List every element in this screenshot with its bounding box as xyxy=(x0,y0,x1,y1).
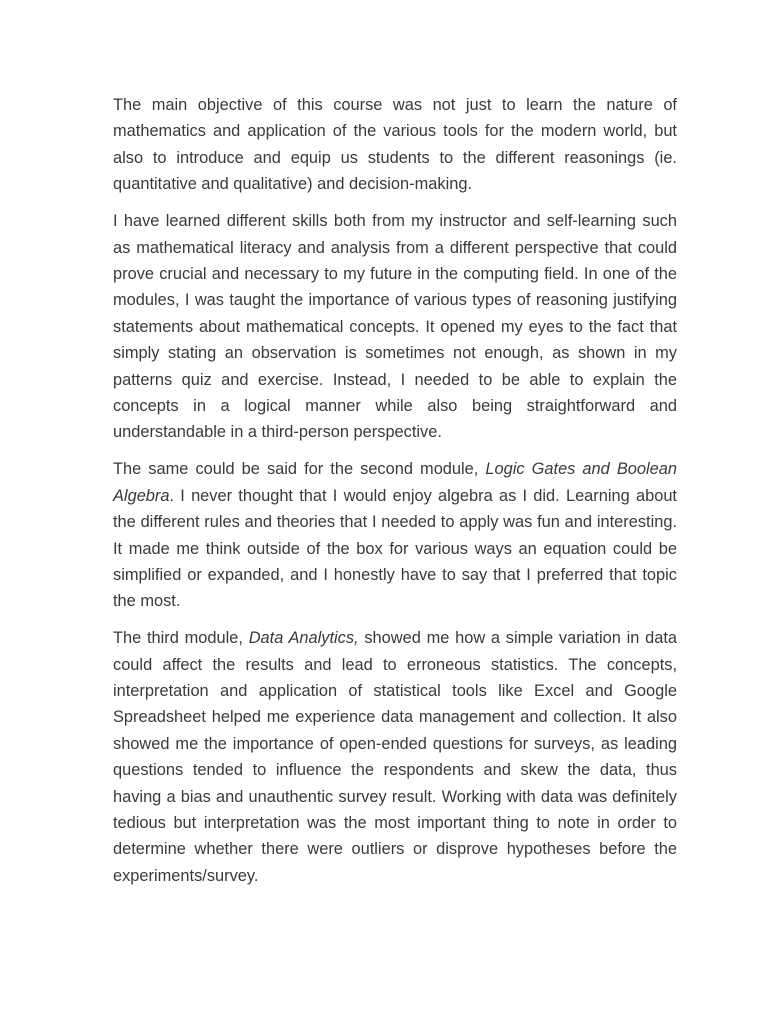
paragraph-text: The third module, xyxy=(113,629,249,648)
paragraph-skills-learned: I have learned different skills both from my instructor and self-learning such as mathematical literacy and analysis from a different perspective that could prove crucial and necessary to my future in the computing field. In one of the modules, I was taught the importance of various types of reasoning justifying statements about mathematical concepts. It opened my eyes to the fact that simply stating an observation is sometimes not enough, as shown in my patterns quiz and exercise. Instead, I needed to be able to explain the concepts in a logical manner while also being straightforward and understandable in a third-person perspective. xyxy=(113,212,677,442)
paragraph-course-objective: The main objective of this course was not just to learn the nature of mathematics and application of the various tools for the modern world, but also to introduce and equip us students to the different reasonings (ie. quantitative and qualitative) and decision-making. xyxy=(113,96,677,194)
paragraph-text: . I never thought that I would enjoy algebra as I did. Learning about the different rules and theories that I needed to apply was fun and interesting. It made me think outside of the box for various ways an equation could be simplified or expanded, and I honestly have to say that I preferred that topic the most. xyxy=(113,486,677,611)
module-title-data-analytics: Data Analytics, xyxy=(248,629,359,648)
paragraph-data-analytics-module xyxy=(113,625,677,889)
module-title-logic-gates: Logic Gates and Boolean Algebra xyxy=(113,460,677,505)
paragraph-logic-gates-module xyxy=(113,456,677,614)
paragraph-text: The same could be said for the second module, xyxy=(113,460,486,479)
document-body xyxy=(113,92,677,900)
paragraph-text: showed me how a simple variation in data could affect the results and lead to erroneous statistics. The concepts, interpretation and application of statistical tools like Excel and Google Spreadsheet helped me experience data management and collection. It also showed me the importance of open-ended questions for surveys, as leading questions tended to influence the respondents and skew the data, thus having a bias and unauthentic survey result. Working with data was definitely tedious but interpretation was the most important thing to note in order to determine whether there were outliers or disprove hypotheses before the experiments/survey. xyxy=(113,629,677,885)
